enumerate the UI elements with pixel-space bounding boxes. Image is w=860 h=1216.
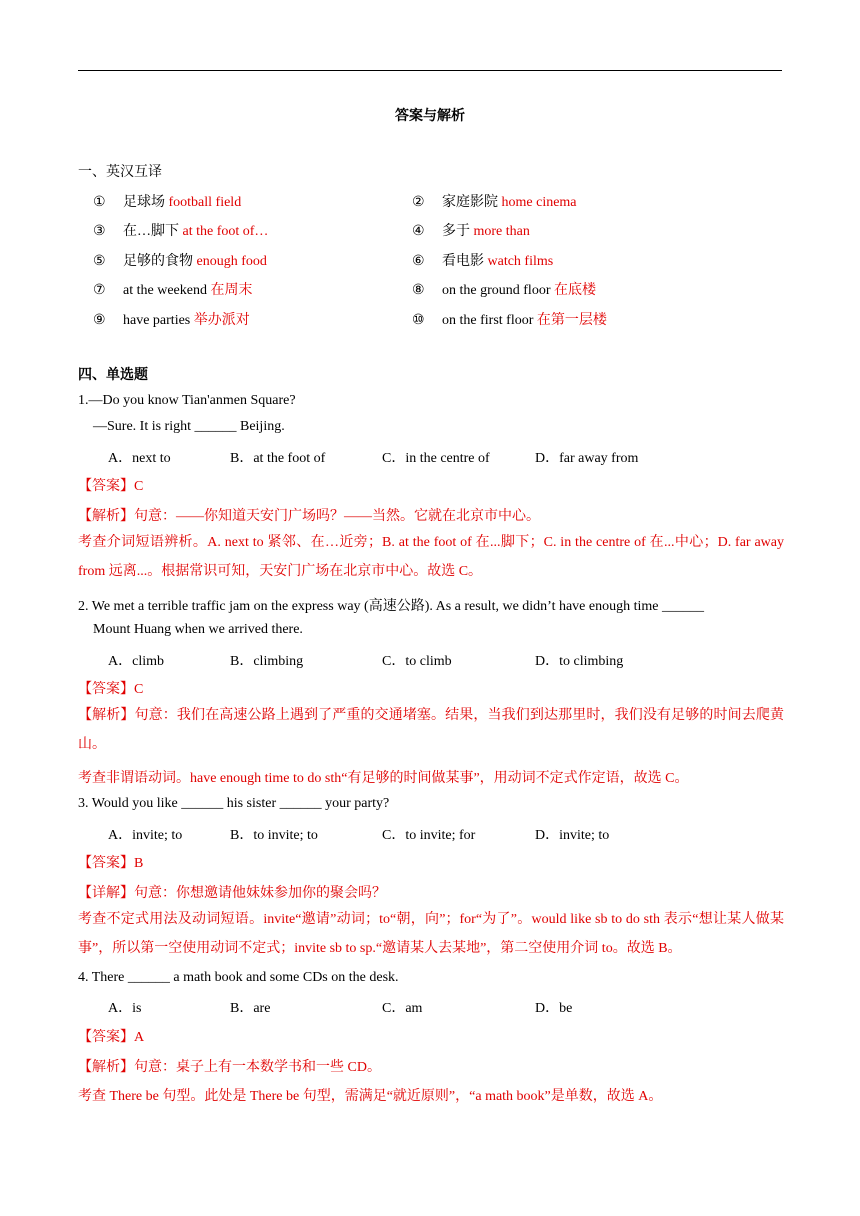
q2-answer: 【答案】C	[78, 682, 144, 697]
q2-option-b: B．climbing	[230, 654, 304, 669]
vocab-item-2: ② 家庭影院 home cinema	[412, 195, 577, 210]
q3-option-d: D．invite; to	[535, 828, 610, 843]
q4-answer: 【答案】A	[78, 1030, 145, 1045]
q1-option-c: C．in the centre of	[382, 451, 490, 466]
q3-analysis: 【详解】句意：你想邀请他妹妹参加你的聚会吗？	[78, 886, 386, 901]
vocab-item-1: ① 足球场 football field	[93, 195, 242, 210]
q3-option-b: B．to invite; to	[230, 828, 318, 843]
q1-answer: 【答案】C	[78, 479, 144, 494]
q1-option-d: D．far away from	[535, 451, 639, 466]
q2-option-d: D．to climbing	[535, 654, 624, 669]
vocab-item-3: ③ 在…脚下 at the foot of…	[93, 224, 269, 239]
q4-option-d: D．be	[535, 1001, 573, 1016]
q3-option-c: C．to invite; for	[382, 828, 476, 843]
vocab-item-9: ⑨ have parties 举办派对	[93, 313, 250, 328]
q4-option-b: B．are	[230, 1001, 271, 1016]
q1-option-a: A．next to	[108, 451, 171, 466]
q2-option-c: C．to climb	[382, 654, 452, 669]
q3-option-a: A．invite; to	[108, 828, 183, 843]
q4-analysis: 【解析】句意：桌子上有一本数学书和一些 CD。	[78, 1060, 381, 1075]
header-rule	[78, 70, 782, 71]
q4-analysis-detail: 考查 There be 句型。此处是 There be 句型，需满足“就近原则”，“a math book”是单数，故选 A。	[78, 1089, 663, 1104]
q4-option-a: A．is	[108, 1001, 142, 1016]
q1-stem-reply: —Sure. It is right ______ Beijing.	[93, 419, 285, 434]
q2-option-a: A．climb	[108, 654, 164, 669]
q1-stem: 1.—Do you know Tian'anmen Square?	[78, 393, 296, 408]
q3-answer: 【答案】B	[78, 856, 144, 871]
q3-analysis-detail: 考查不定式用法及动词短语。invite“邀请”动词；to“朝，向”；for“为了”。would like sb to do sth 表示“想让某人做某事”，所以第一空使用动词不定式；invite sb to sp.“邀请某人去某地”，第二空使用介词 to。故选 B。	[78, 912, 784, 956]
q2-analysis-detail: 考查非谓语动词。have enough time to do sth“有足够的时间做某事”，用动词不定式作定语，故选 C。	[78, 771, 689, 786]
page-title: 答案与解析	[395, 109, 465, 124]
vocab-item-5: ⑤ 足够的食物 enough food	[93, 254, 267, 269]
q4-option-c: C．am	[382, 1001, 423, 1016]
q1-analysis: 【解析】句意：——你知道天安门广场吗？——当然。它就在北京市中心。	[78, 509, 540, 524]
q2-stem: 2. We met a terrible traffic jam on the express way (高速公路). As a result, we didn’t have enough time ______	[78, 599, 704, 614]
q2-analysis: 【解析】句意：我们在高速公路上遇到了严重的交通堵塞。结果，当我们到达那里时，我们没有足够的时间去爬黄山。	[78, 708, 784, 752]
section1-heading: 一、英汉互译	[78, 165, 162, 180]
q3-stem: 3. Would you like ______ his sister ______ your party?	[78, 796, 390, 811]
section4-heading: 四、单选题	[78, 368, 148, 383]
vocab-item-7: ⑦ at the weekend 在周末	[93, 283, 253, 298]
q1-option-b: B．at the foot of	[230, 451, 326, 466]
vocab-item-10: ⑩ on the first floor 在第一层楼	[412, 313, 607, 328]
vocab-item-6: ⑥ 看电影 watch films	[412, 254, 554, 269]
vocab-item-4: ④ 多于 more than	[412, 224, 530, 239]
q2-stem-cont: Mount Huang when we arrived there.	[93, 622, 303, 637]
vocab-item-8: ⑧ on the ground floor 在底楼	[412, 283, 596, 298]
q1-analysis-detail: 考查介词短语辨析。A. next to 紧邻、在…近旁；B. at the foot of 在...脚下；C. in the centre of 在...中心；D. far away from 远离...。根据常识可知，天安门广场在北京市中心。故选 C。	[78, 535, 784, 579]
q4-stem: 4. There ______ a math book and some CDs on the desk.	[78, 970, 399, 985]
